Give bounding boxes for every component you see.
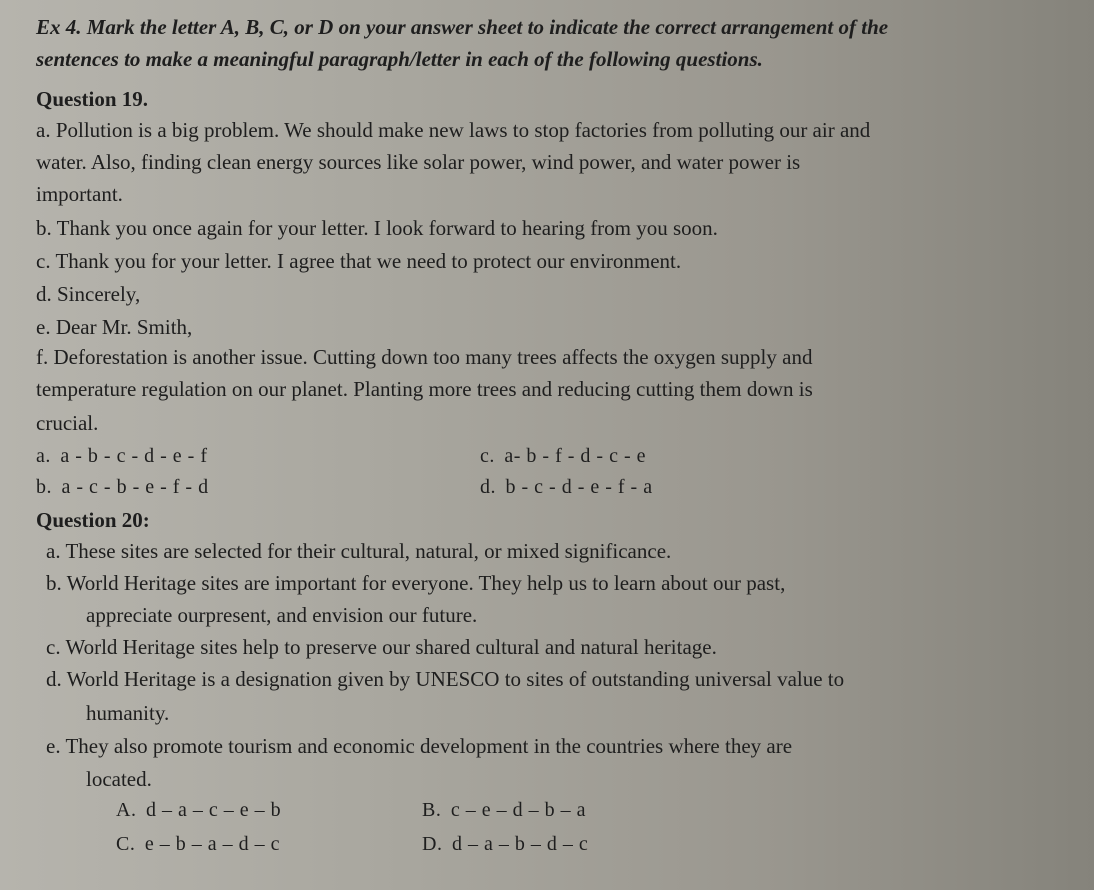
- q19-sentence-a-cont: water. Also, finding clean energy sources like solar power, wind power, and water power is: [36, 150, 801, 174]
- q20-sentence-c: c. World Heritage sites help to preserve our shared cultural and natural heritage.: [46, 635, 717, 659]
- q20-option-a-label: A.: [116, 799, 137, 821]
- q19-option-d-text: b - c - d - e - f - a: [505, 476, 653, 498]
- q20-option-c[interactable]: [116, 831, 280, 857]
- q19-option-a-text: a - b - c - d - e - f: [60, 445, 208, 467]
- q20-sentence-b: b. World Heritage sites are important for everyone. They help us to learn about our past,: [46, 571, 786, 595]
- q19-sentence-f: f. Deforestation is another issue. Cutting down too many trees affects the oxygen supply and: [36, 345, 813, 369]
- q20-option-b-text: c – e – d – b – a: [450, 799, 586, 821]
- q20-sentence-d: d. World Heritage is a designation given by UNESCO to sites of outstanding universal value to: [46, 667, 845, 691]
- q19-option-b-text: a - c - b - e - f - d: [61, 476, 209, 498]
- q20-option-c-text: e – b – a – d – c: [144, 833, 280, 855]
- q20-option-d-label: D.: [422, 833, 443, 855]
- q19-sentence-c: c. Thank you for your letter. I agree that we need to protect our environment.: [36, 249, 682, 273]
- q20-option-b-label: B.: [422, 799, 442, 821]
- q19-sentence-d: d. Sincerely,: [36, 282, 141, 306]
- q19-sentence-a-cont2: important.: [36, 182, 123, 206]
- q19-option-b-label: b.: [36, 476, 52, 498]
- q19-option-b[interactable]: [36, 474, 209, 500]
- instructions-line-1: Ex 4. Mark the letter A, B, C, or D on your answer sheet to indicate the correct arrangement of the: [36, 15, 889, 39]
- q19-option-c-text: a- b - f - d - c - e: [504, 445, 646, 467]
- instructions-line-2: sentences to make a meaningful paragraph/letter in each of the following questions.: [36, 47, 763, 71]
- q20-option-c-label: C.: [116, 833, 136, 855]
- question-19-heading: Question 19.: [36, 87, 149, 111]
- q20-sentence-d-cont: humanity.: [86, 701, 170, 725]
- q19-option-c[interactable]: [480, 443, 646, 469]
- q20-sentence-a: a. These sites are selected for their cultural, natural, or mixed significance.: [46, 539, 672, 563]
- q20-option-d-text: d – a – b – d – c: [451, 833, 589, 855]
- q19-option-d-label: d.: [480, 476, 496, 498]
- q19-option-c-label: c.: [480, 445, 495, 467]
- q20-sentence-e: e. They also promote tourism and economic development in the countries where they are: [46, 734, 793, 758]
- q19-sentence-f-cont: temperature regulation on our planet. Planting more trees and reducing cutting them down is: [36, 377, 813, 401]
- q19-option-a-label: a.: [36, 445, 51, 467]
- q20-option-b[interactable]: [422, 797, 586, 823]
- q19-sentence-b: b. Thank you once again for your letter. I look forward to hearing from you soon.: [36, 216, 718, 240]
- question-20-heading: Question 20:: [36, 508, 150, 532]
- q19-option-d[interactable]: [480, 474, 653, 500]
- q19-sentence-e: e. Dear Mr. Smith,: [36, 315, 193, 339]
- q20-option-a[interactable]: [116, 797, 281, 823]
- q20-sentence-b-cont: appreciate ourpresent, and envision our future.: [86, 603, 478, 627]
- q19-sentence-a: a. Pollution is a big problem. We should make new laws to stop factories from polluting our air and: [36, 118, 871, 142]
- q19-option-a[interactable]: [36, 443, 207, 469]
- q20-sentence-e-cont: located.: [86, 767, 152, 791]
- q20-option-a-text: d – a – c – e – b: [145, 799, 282, 821]
- q20-option-d[interactable]: [422, 831, 588, 857]
- q19-sentence-f-cont2: crucial.: [36, 411, 99, 435]
